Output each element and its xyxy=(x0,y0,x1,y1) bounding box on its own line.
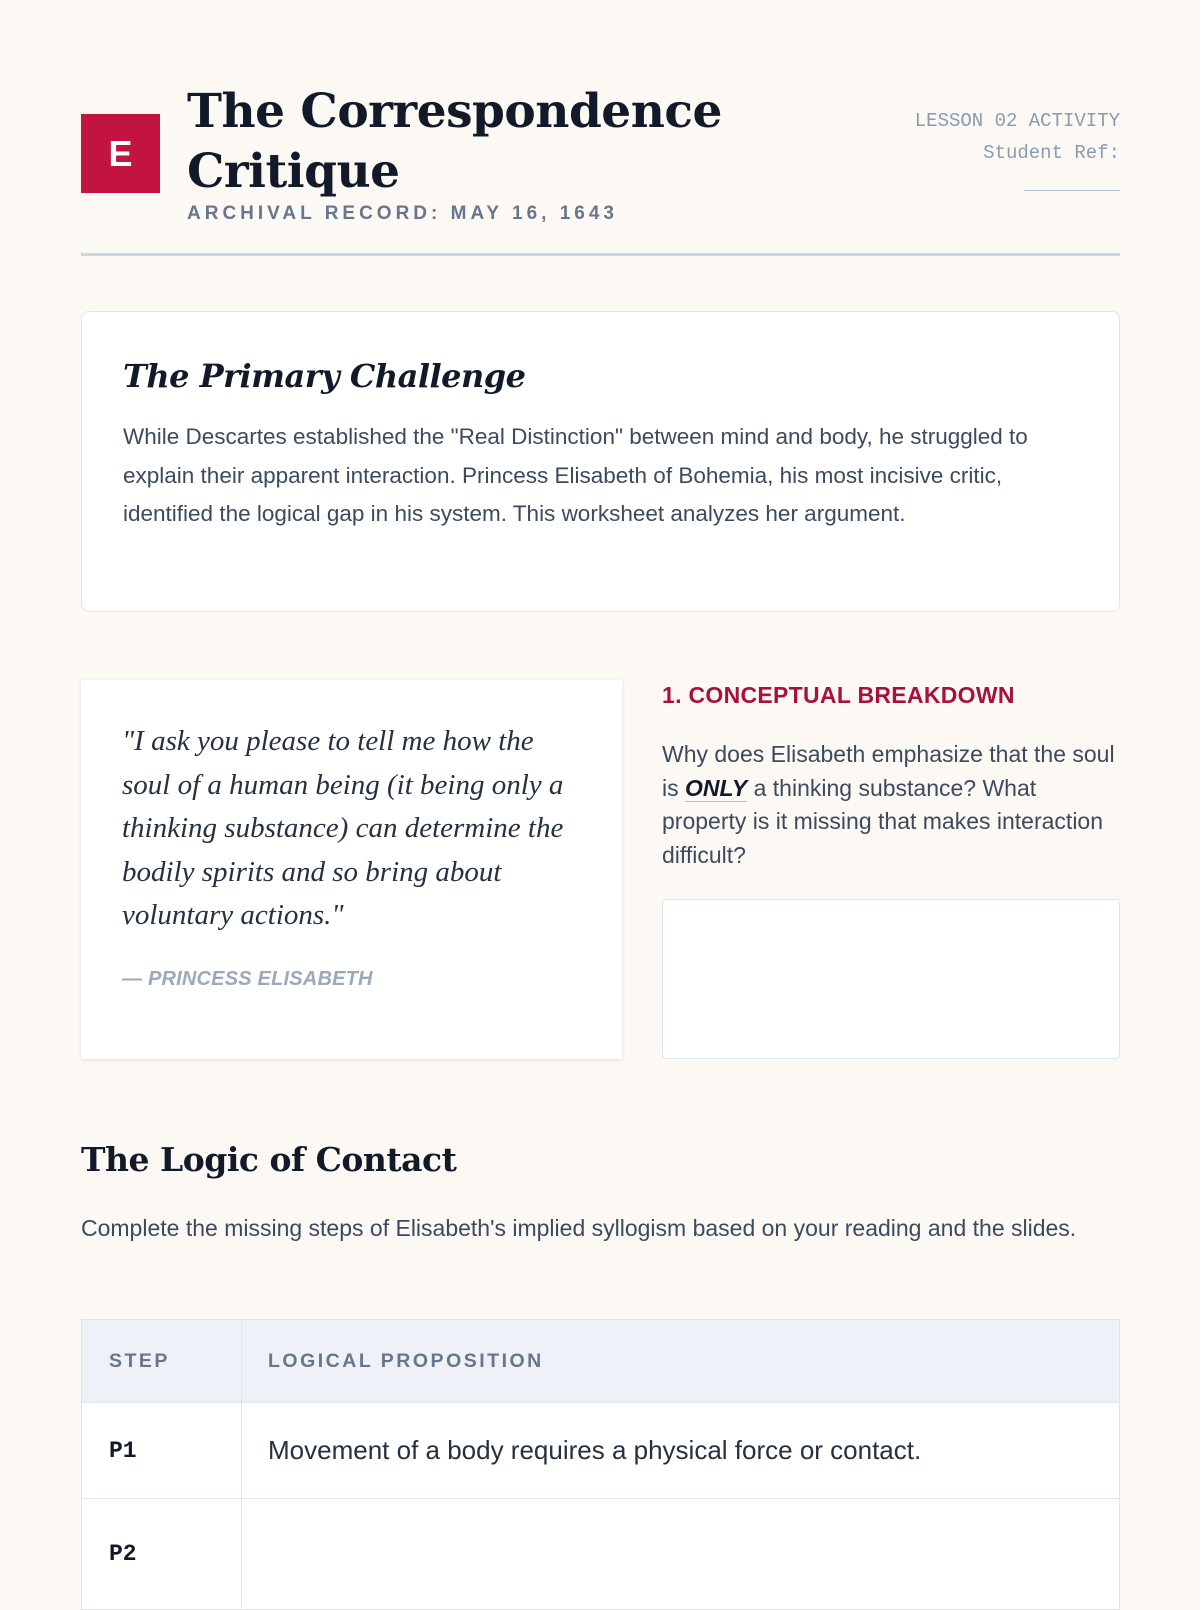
question-text-before: Why does Elisabeth emphasize that the soul is xyxy=(662,741,1115,801)
question-emphasis: ONLY xyxy=(685,774,748,801)
lesson-meta xyxy=(915,110,1120,164)
logo-badge: E xyxy=(81,114,160,193)
page-title: The Correspondence Critique xyxy=(187,84,722,199)
logic-description: Complete the missing steps of Elisabeth's implied syllogism based on your reading and the slides. xyxy=(81,1215,1077,1241)
answer-field[interactable] xyxy=(662,899,1120,1059)
student-ref-field[interactable] xyxy=(1024,190,1120,191)
proposition-cell: Movement of a body requires a physical force or contact. xyxy=(242,1403,1120,1499)
question-text-after: a thinking substance? What property is it missing that makes interaction difficult? xyxy=(662,774,1104,868)
column-header-proposition: LOGICAL PROPOSITION xyxy=(242,1320,1120,1403)
table-row xyxy=(82,1403,1120,1499)
proposition-input-cell[interactable] xyxy=(242,1499,1120,1610)
question-section xyxy=(662,680,1120,872)
worksheet-page xyxy=(81,0,1120,1567)
worksheet-header xyxy=(81,0,1120,256)
quote-card xyxy=(81,680,622,1059)
step-label: P1 xyxy=(82,1403,242,1499)
table-header-row xyxy=(82,1320,1120,1403)
question-heading: 1. CONCEPTUAL BREAKDOWN xyxy=(662,682,1015,708)
syllogism-table xyxy=(81,1319,1120,1610)
step-label: P2 xyxy=(82,1499,242,1610)
student-ref-label: Student Ref: xyxy=(983,142,1120,164)
quote-text: "I ask you please to tell me how the soul of a human being (it being only a thinking substance) can determine the bodily spirits and so bring about voluntary actions." xyxy=(122,725,564,931)
table-row xyxy=(82,1499,1120,1610)
intro-heading: The Primary Challenge xyxy=(123,357,526,395)
column-header-step: STEP xyxy=(82,1320,242,1403)
lesson-label: LESSON 02 ACTIVITY xyxy=(914,110,1120,132)
intro-card xyxy=(81,311,1120,612)
quote-attribution: — PRINCESS ELISABETH xyxy=(122,967,373,990)
logic-heading: The Logic of Contact xyxy=(81,1140,457,1179)
archival-record-date: ARCHIVAL RECORD: MAY 16, 1643 xyxy=(187,203,619,224)
intro-body: While Descartes established the "Real Distinction" between mind and body, he struggled to explain their apparent interaction. Princess Elisabeth of Bohemia, his most incisive critic, identified the logical gap in his system. This worksheet analyzes her argument. xyxy=(123,424,1028,526)
question-text xyxy=(662,738,1120,872)
